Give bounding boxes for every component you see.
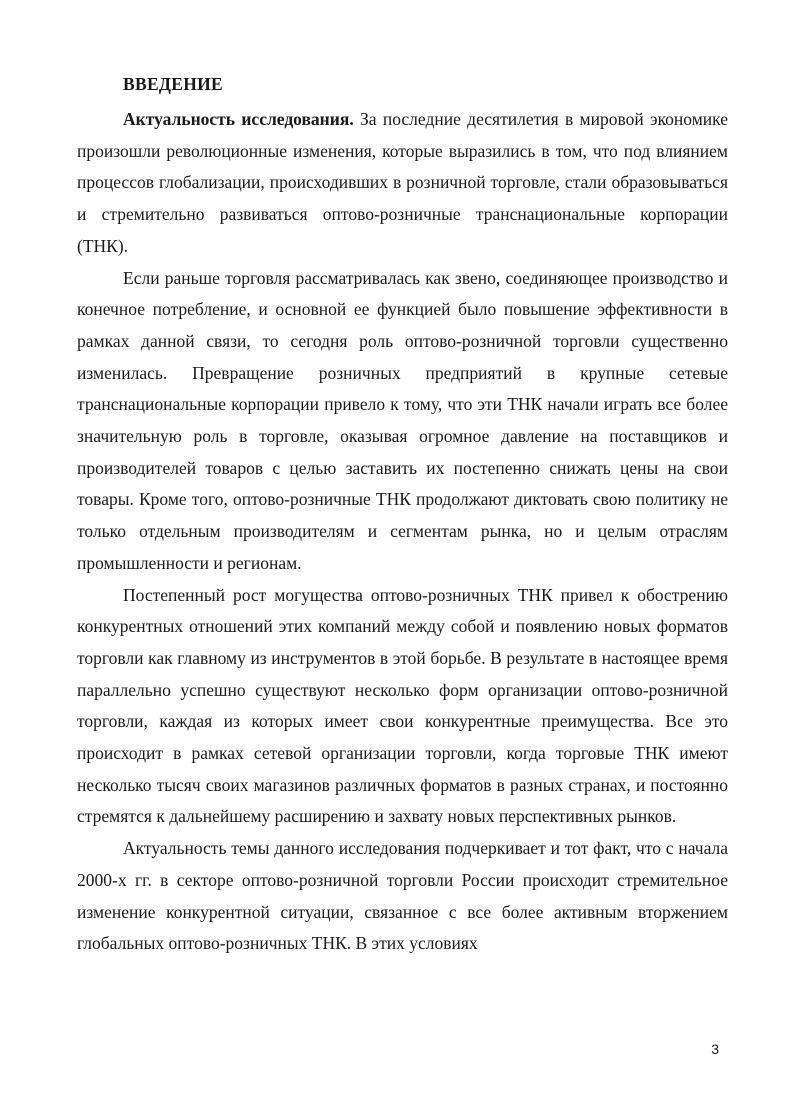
- paragraph-competition: Постепенный рост могущества оптово-розничных ТНК привел к обострению конкурентных отношений этих компаний между собой и появлению новых форматов торговли как главному из инструментов в этой борьбе. В результате в настоящее время параллельно успешно существуют несколько форм организации оптово-розничной торговли, каждая из которых имеет свои конкурентные преимущества. Все это происходит в рамках сетевой организации торговли, когда торговые ТНК имеют несколько тысяч своих магазинов различных форматов в разных странах, и постоянно стремятся к дальнейшему расширению и захвату новых перспективных рынков.: [77, 584, 728, 827]
- paragraph-relevance: [77, 104, 728, 263]
- section-heading: ВВЕДЕНИЕ: [123, 74, 224, 94]
- paragraph-lead: Актуальность исследования.: [123, 109, 354, 129]
- paragraph-trade-role: Если раньше торговля рассматривалась как звено, соединяющее производство и конечное потребление, и основной ее функцией было повышение эффективности в рамках данной связи, то сегодня роль оптово-розничной торговли существенно изменилась. Превращение розничных предприятий в крупные сетевые транснациональные корпорации привело к тому, что эти ТНК начали играть все более значительную роль в торговле, оказывая огромное давление на поставщиков и производителей товаров с целью заставить их постепенно снижать цены на свои товары. Кроме того, оптово-розничные ТНК продолжают диктовать свою политику не только отдельным производителям и сегментам рынка, но и целым отраслям промышленности и регионам.: [77, 267, 728, 573]
- paragraph-text: За последние десятилетия в мировой экономике произошли революционные изменения, которые выразились в том, что под влиянием процессов глобализации, происходивших в розничной торговле, стали образовываться и стремительно развиваться оптово-розничные транснациональные корпорации (ТНК).: [77, 109, 728, 256]
- paragraph-russia: Актуальность темы данного исследования подчеркивает и тот факт, что с начала 2000-х гг. в секторе оптово-розничной торговли России происходит стремительное изменение конкурентной ситуации, связанное с все более активным вторжением глобальных оптово-розничных ТНК. В этих условиях: [77, 838, 728, 954]
- document-page: [77, 70, 728, 960]
- page-number: 3: [711, 1041, 719, 1057]
